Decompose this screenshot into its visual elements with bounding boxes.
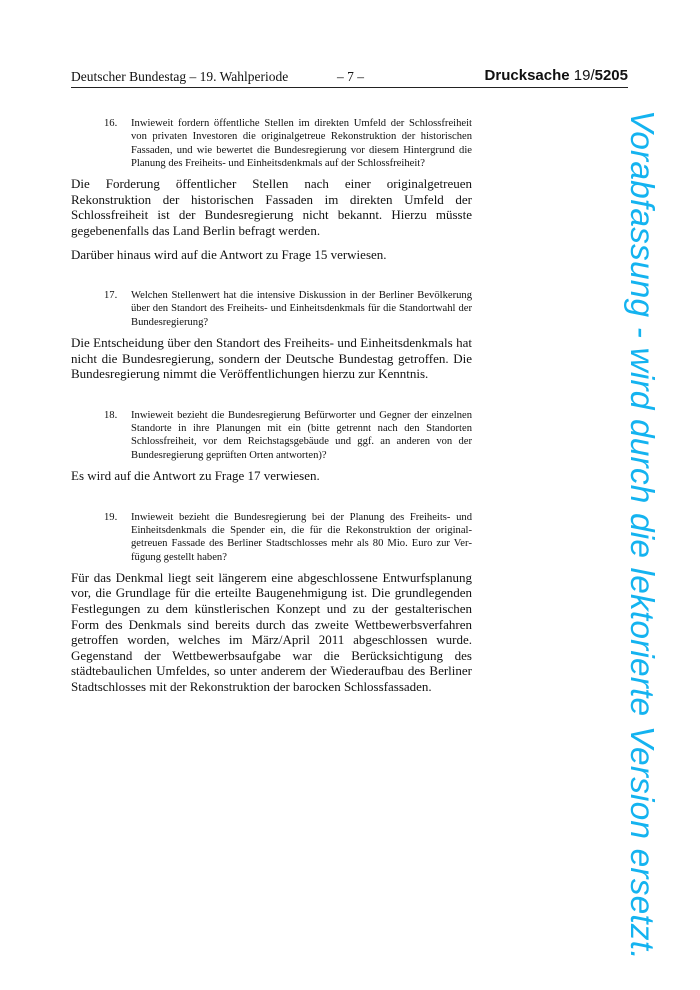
question-number: 19. — [104, 511, 118, 523]
question-text: Welchen Stellenwert hat die intensive Diskussion in der Berliner Bevölkerung über den Standort des Freiheits- und Einheitsdenkmals für die Standortwahl der Bundesregierung? — [131, 290, 472, 328]
question-19 — [71, 511, 472, 564]
answer-paragraph: Es wird auf die Antwort zu Frage 17 verwiesen. — [71, 468, 320, 484]
answer-paragraph: Die Forderung öffentlicher Stellen nach einer originalgetreuen Rekonstruktion der historischen Fassaden im direkten Umfeld der Schlossfreiheit ist der Bundesregierung nicht bekannt. Hierzu müsste gegebenenfalls das Land Berlin befragt werden. — [71, 176, 472, 238]
page-header — [71, 67, 628, 88]
answer-paragraph: Darüber hinaus wird auf die Antwort zu Frage 15 verwiesen. — [71, 246, 387, 262]
question-text: Inwieweit bezieht die Bundesregierung Befürworter und Gegner der einzelnen Standorte in ihre Planungen mit ein (bitte getrennt nach den Standorten Schlossfreiheit, vor dem Reichstagsgebäude und ggf. an anderen von der Bundesregierung geprüften Orten antworten)? — [131, 409, 472, 461]
question-18 — [71, 409, 472, 462]
question-16 — [71, 117, 472, 170]
question-number: 18. — [104, 409, 118, 421]
document-body — [71, 117, 472, 695]
document-number: Drucksache 19/5205 — [484, 67, 628, 84]
page-number: – 7 – — [337, 69, 364, 84]
question-17 — [71, 289, 472, 329]
question-number: 17. — [104, 290, 118, 302]
answer-paragraph: Für das Denkmal liegt seit längerem eine abgeschlossene Entwurfsplanung vor, die Grundlage für die erteilte Baugenehmigung ist. Die grundlegenden Festlegungen zu dem künstlerischen Konzept und zu der gestalterischen Form des Denkmals sind bereits durch das zweite Wettbewerbsverfahren getroffen worden, welches im März/April 2011 abgeschlossen wurde. Gegenstand der Wettbewerbsaufgabe war die Berücksichtigung des städtebaulichen Umfeldes, so unter anderem der Wiederaufbau des Berliner Stadtschlosses mit der Rekonstruktion der barocken Schlossfassaden. — [71, 569, 472, 694]
draft-watermark: Vorabfassung - wird durch die lektorierte Version ersetzt. — [623, 110, 660, 960]
question-number: 16. — [104, 118, 118, 129]
question-text: Inwieweit fordern öffentliche Stellen im direkten Umfeld der Schlossfreiheit von privaten Investoren die originalgetreue Rekonstruktion der historischen Fassaden, und wie bewertet die Bundesregierung vor diesem Hintergrund die Planung des Freiheits- und Einheitsdenkmals auf der Schlossfreiheit? — [131, 118, 472, 169]
question-text: Inwieweit bezieht die Bundesregierung bei der Planung des Freiheits- und Einheitsdenkmals die Spender ein, die für die Rekonstruktion der originalgetreuen Fassade des Berliner Stadtschlosses mehr als 80 Mio. Euro zur Verfügung gestellt haben? — [131, 511, 472, 563]
publication-title: Deutscher Bundestag – 19. Wahlperiode — [71, 69, 289, 84]
answer-paragraph: Die Entscheidung über den Standort des Freiheits- und Einheitsdenkmals hat nicht die Bundesregierung, sondern der Deutsche Bundestag getroffen. Die Bundesregierung nimmt die Veröffentlichungen hierzu zur Kenntnis. — [71, 335, 472, 382]
